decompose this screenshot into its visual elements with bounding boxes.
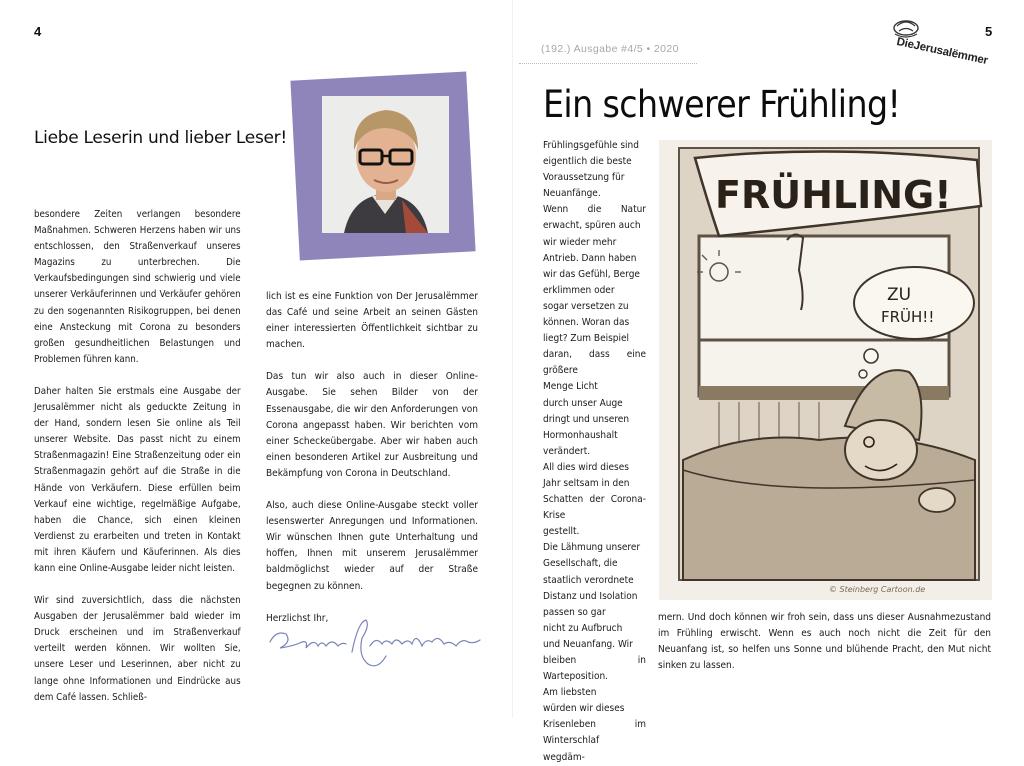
text-line: wegdäm- <box>543 751 585 763</box>
text-line: durch unser Auge <box>543 397 623 409</box>
author-portrait <box>322 96 449 233</box>
text-line: erklimmen oder <box>543 284 615 296</box>
cartoon-banner-text: FRÜHLING! <box>715 173 952 217</box>
text-line: staatlich verordnete <box>543 574 634 586</box>
text-line: bleiben in Warteposition. <box>543 655 646 683</box>
text-line: dringt und unseren <box>543 413 630 425</box>
editorial-column-2 <box>266 289 478 643</box>
text-line: gestellt. <box>543 526 580 538</box>
text-line: Frühlingsgefühle sind <box>543 140 639 151</box>
logo-wordmark: DieJerusalëmmer <box>895 36 989 68</box>
article-column-narrow <box>543 138 646 766</box>
paragraph: Wir sind zuversichtlich, dass die nächsten Ausgaben der Jerusalëmmer bald wieder im Druck erscheinen und im Straßenverkauf verteilt werden können. Wir wollten Sie, unsere Leser und Leserinnen, aber nicht zu lange ohne Informationen und Eindrücke aus dem Café lassen. Schließ- <box>34 595 241 703</box>
text-line: Menge Licht <box>543 381 598 393</box>
text-line: und Neuanfang. Wir <box>543 638 633 650</box>
paragraph: mern. Und doch können wir froh sein, dass uns dieser Ausnahmezustand im Frühling erwischt. Wenn es auch noch nicht die Zeit für den Neuanfang ist, so helfen uns Sonne und blühende Pracht, den Mut nicht sinken zu lassen. <box>658 612 991 672</box>
editorial-greeting: Liebe Leserin und lieber Leser! <box>34 128 287 148</box>
page-number-left: 4 <box>34 24 42 39</box>
text-line: Antrieb. Dann haben <box>543 252 637 264</box>
text-line: Gesellschaft, die <box>543 558 618 570</box>
text-line: Distanz und Isolation <box>543 590 638 602</box>
text-line: Wenn die Natur erwacht, spüren auch <box>543 204 646 232</box>
text-line: Hormonhaushalt verändert. <box>543 429 618 457</box>
paragraph: Also, auch diese Online-Ausgabe steckt voller lesenswerter Anregungen und Informationen. Wir wünschen Ihnen gute Unterhaltung und hoffen, Ihnen mit unserem Jerusalëmmer baldmöglichst wieder auf der Straße begegnen zu können. <box>266 500 478 592</box>
text-line: Jahr seltsam in den <box>543 477 630 489</box>
text-line: eigentlich die beste <box>543 156 632 168</box>
bubble-text-line-2: FRÜH!! <box>881 308 935 326</box>
text-line: Voraussetzung für <box>543 172 625 184</box>
text-line: Schatten der Corona-Krise <box>543 494 646 522</box>
text-line: nicht zu Aufbruch <box>543 622 623 634</box>
text-line: können. Woran das <box>543 317 630 329</box>
paragraph: lich ist es eine Funktion von Der Jerusalëmmer das Café und seine Arbeit an seinen Gästen einer interessierten Öffentlichkeit sichtbar zu machen. <box>266 291 478 351</box>
text-line: Am liebsten <box>543 687 597 699</box>
sign-off: Herzlichst Ihr, <box>266 612 329 624</box>
text-line: würden wir dieses <box>543 703 625 715</box>
text-line: wir das Gefühl, Berge <box>543 268 640 280</box>
cartoon-credit: © Steinberg Cartoon.de <box>829 585 926 594</box>
text-line: passen so gar <box>543 606 606 618</box>
editorial-column-1 <box>34 207 241 722</box>
text-line: liegt? Zum Beispiel <box>543 333 630 345</box>
text-line: Die Lähmung unserer <box>543 542 641 554</box>
handwritten-signature <box>266 612 496 672</box>
article-column-bottom <box>658 610 991 674</box>
page-number-right: 5 <box>985 24 993 39</box>
spread-divider <box>512 0 513 718</box>
cartoon-illustration <box>659 140 992 600</box>
text-line: Neuanfänge. <box>543 188 601 200</box>
text-line: wir wieder mehr <box>543 236 617 248</box>
issue-info: (192.) Ausgabe #4/5 • 2020 <box>541 43 679 55</box>
text-line: sogar versetzen zu <box>543 300 629 312</box>
article-headline: Ein schwerer Frühling! <box>543 83 901 126</box>
text-line: Krisenleben im Winterschlaf <box>543 719 646 747</box>
text-line: All dies wird dieses <box>543 461 629 473</box>
paragraph: besondere Zeiten verlangen besondere Maßnahmen. Schweren Herzens haben wir uns entschlossen, den Straßenverkauf unseres Magazins zu unterbrechen. Die Verkaufsbedingungen sind schwierig und viele unserer Verkäuferinnen und Verkäufer gehören zu den sogenannten Risikogruppen, bei denen eine Ansteckung mit Corona zu besonders großen gesundheitlichen Belastungen und Problemen führen kann. <box>34 209 241 365</box>
paragraph: Das tun wir also auch in dieser Online-Ausgabe. Sie sehen Bilder von der Essenausgabe, die wir den Anforderungen von Corona angepasst haben. Wir berichten vom einer Scheckeübergabe. Aber wir haben auch einen besonderen Artikel zur Ausbreitung und Bekämpfung von Corona in Deutschland. <box>266 371 478 479</box>
dotted-rule <box>519 63 697 64</box>
paragraph: Daher halten Sie erstmals eine Ausgabe der Jerusalëmmer nicht als geduckte Zeitung in der Hand, sondern lesen Sie online als Teil unserer Website. Das passt nicht zu einem Straßenmagazin! Eine Straßenzeitung oder ein Straßenmagazin gehört auf die Straße in die Hände von Verkäufern. Diese erfüllen beim Verkauf eine wichtige, regelmäßige Aufgabe, haben die Chance, sich einen kleinen Verdienst zu erarbeiten und treten in Kontakt mit ihren Käufern und Käuferinnen. Als dies kann eine Online-Ausgabe leider nicht leisten. <box>34 385 241 574</box>
bubble-text-line-1: ZU <box>887 285 912 305</box>
text-line: daran, dass eine größere <box>543 349 646 377</box>
